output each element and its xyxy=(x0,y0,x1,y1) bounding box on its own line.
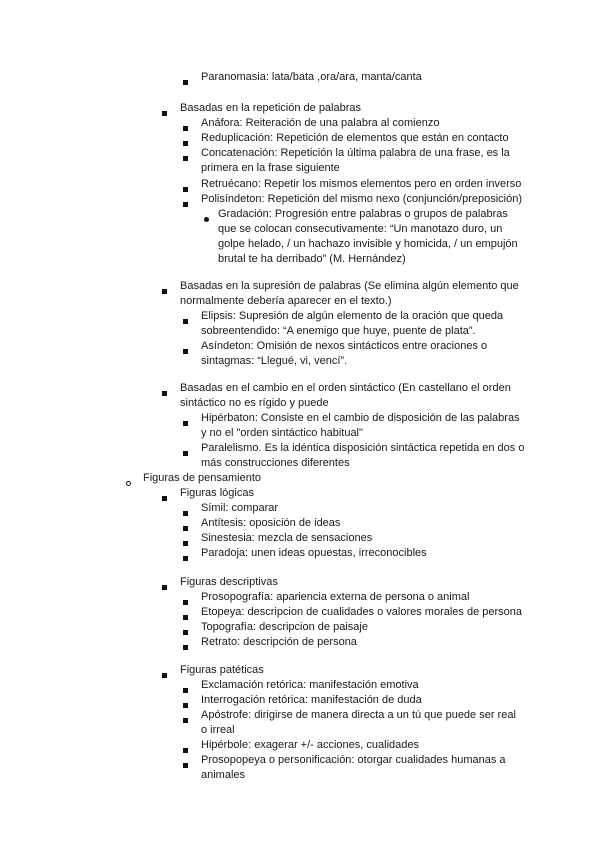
square-bullet xyxy=(183,743,188,758)
list-item: Asíndeton: Omisión de nexos sintácticos entre oraciones o xyxy=(201,340,488,352)
list-item: Gradación: Progresión entre palabras o grupos de palabras xyxy=(218,208,508,220)
list-item: Etopeya: descripcion de cualidades o valores morales de persona xyxy=(201,606,523,618)
square-bullet xyxy=(183,713,188,728)
list-item-continuation: sintagmas: “Llegué, vi, vencí”. xyxy=(201,355,348,367)
list-item-continuation: que se colocan consecutivamente: “Un manotazo duro, un xyxy=(218,223,503,235)
square-bullet xyxy=(183,197,188,212)
list-item-continuation: y no el "orden sintáctico habitual" xyxy=(201,427,363,439)
list-item: Hipérbaton: Consiste en el cambio de disposición de las palabras xyxy=(201,412,520,424)
list-item: Antítesis: oposición de ideas xyxy=(201,517,341,529)
square-bullet xyxy=(183,182,188,197)
list-item-continuation: primera en la frase siguiente xyxy=(201,162,340,174)
square-bullet xyxy=(183,536,188,551)
square-bullet xyxy=(183,610,188,625)
square-bullet xyxy=(183,75,188,90)
list-item-continuation: animales xyxy=(201,769,246,781)
square-bullet xyxy=(162,668,167,683)
list-item-continuation: más construcciones diferentes xyxy=(201,457,350,469)
top-heading: Figuras de pensamiento xyxy=(143,472,262,484)
list-item: Exclamación retórica: manifestación emotiva xyxy=(201,679,419,691)
square-bullet xyxy=(183,314,188,329)
square-bullet xyxy=(183,121,188,136)
list-item: Símil: comparar xyxy=(201,502,279,514)
square-bullet xyxy=(183,758,188,773)
square-bullet xyxy=(183,344,188,359)
section-heading: Figuras lógicas xyxy=(180,487,254,499)
square-bullet xyxy=(183,698,188,713)
square-bullet xyxy=(183,136,188,151)
list-item: Hipérbole: exagerar +/- acciones, cualidades xyxy=(201,739,419,751)
list-item: Prosopografía: apariencia externa de persona o animal xyxy=(201,591,470,603)
list-item: Retruécano: Repetir los mismos elementos pero en orden inverso xyxy=(201,178,522,190)
square-bullet xyxy=(183,640,188,655)
list-item: Sinestesia: mezcla de sensaciones xyxy=(201,532,373,544)
square-bullet xyxy=(183,506,188,521)
square-bullet xyxy=(162,386,167,401)
section-heading-continuation: normalmente debería aparecer en el texto.) xyxy=(180,295,392,307)
list-item-continuation: o irreal xyxy=(201,724,235,736)
list-item: Reduplicación: Repetición de elementos que están en contacto xyxy=(201,132,509,144)
list-item: Anáfora: Reiteración de una palabra al comienzo xyxy=(201,117,440,129)
section-heading: Basadas en la repetición de palabras xyxy=(180,102,362,114)
square-bullet xyxy=(183,446,188,461)
square-bullet xyxy=(162,491,167,506)
list-item-continuation: brutal te ha derribado” (M. Hernández) xyxy=(218,253,406,265)
square-bullet xyxy=(183,521,188,536)
list-item: Concatenación: Repetición la última palabra de una frase, es la xyxy=(201,147,510,159)
dot-bullet xyxy=(204,212,209,227)
list-item: Elipsis: Supresión de algún elemento de la oración que queda xyxy=(201,310,504,322)
square-bullet xyxy=(183,625,188,640)
list-item: Paralelismo. Es la idéntica disposición sintáctica repetida en dos o xyxy=(201,442,525,454)
list-item: Apóstrofe: dirigirse de manera directa a un tú que puede ser real xyxy=(201,709,516,721)
list-item: Paranomasia: lata/bata ,ora/ara, manta/canta xyxy=(201,71,422,83)
square-bullet xyxy=(183,683,188,698)
square-bullet xyxy=(183,416,188,431)
square-bullet xyxy=(183,595,188,610)
list-item: Retrato: descripción de persona xyxy=(201,636,357,648)
section-heading: Basadas en la supresión de palabras (Se elimina algún elemento que xyxy=(180,280,519,292)
square-bullet xyxy=(162,580,167,595)
section-heading-continuation: sintáctico no es rígido y puede xyxy=(180,397,329,409)
square-bullet xyxy=(183,151,188,166)
list-item: Topografía: descripcion de paisaje xyxy=(201,621,368,633)
section-heading: Figuras descriptivas xyxy=(180,576,278,588)
list-item-continuation: sobreentendido: “A enemigo que huye, puente de plata”. xyxy=(201,325,476,337)
list-item: Polisíndeton: Repetición del mismo nexo (conjunción/preposición) xyxy=(201,193,523,205)
circle-bullet xyxy=(126,476,131,491)
section-heading: Basadas en el cambio en el orden sintáctico (En castellano el orden xyxy=(180,382,511,394)
list-item: Paradoja: unen ideas opuestas, irreconocibles xyxy=(201,547,427,559)
list-item-continuation: golpe helado, / un hachazo invisible y homicida, / un empujón xyxy=(218,238,518,250)
section-heading: Figuras patéticas xyxy=(180,664,264,676)
list-item: Prosopopeya o personificación: otorgar cualidades humanas a xyxy=(201,754,506,766)
square-bullet xyxy=(162,284,167,299)
square-bullet xyxy=(183,551,188,566)
list-item: Interrogación retórica: manifestación de duda xyxy=(201,694,422,706)
square-bullet xyxy=(162,106,167,121)
